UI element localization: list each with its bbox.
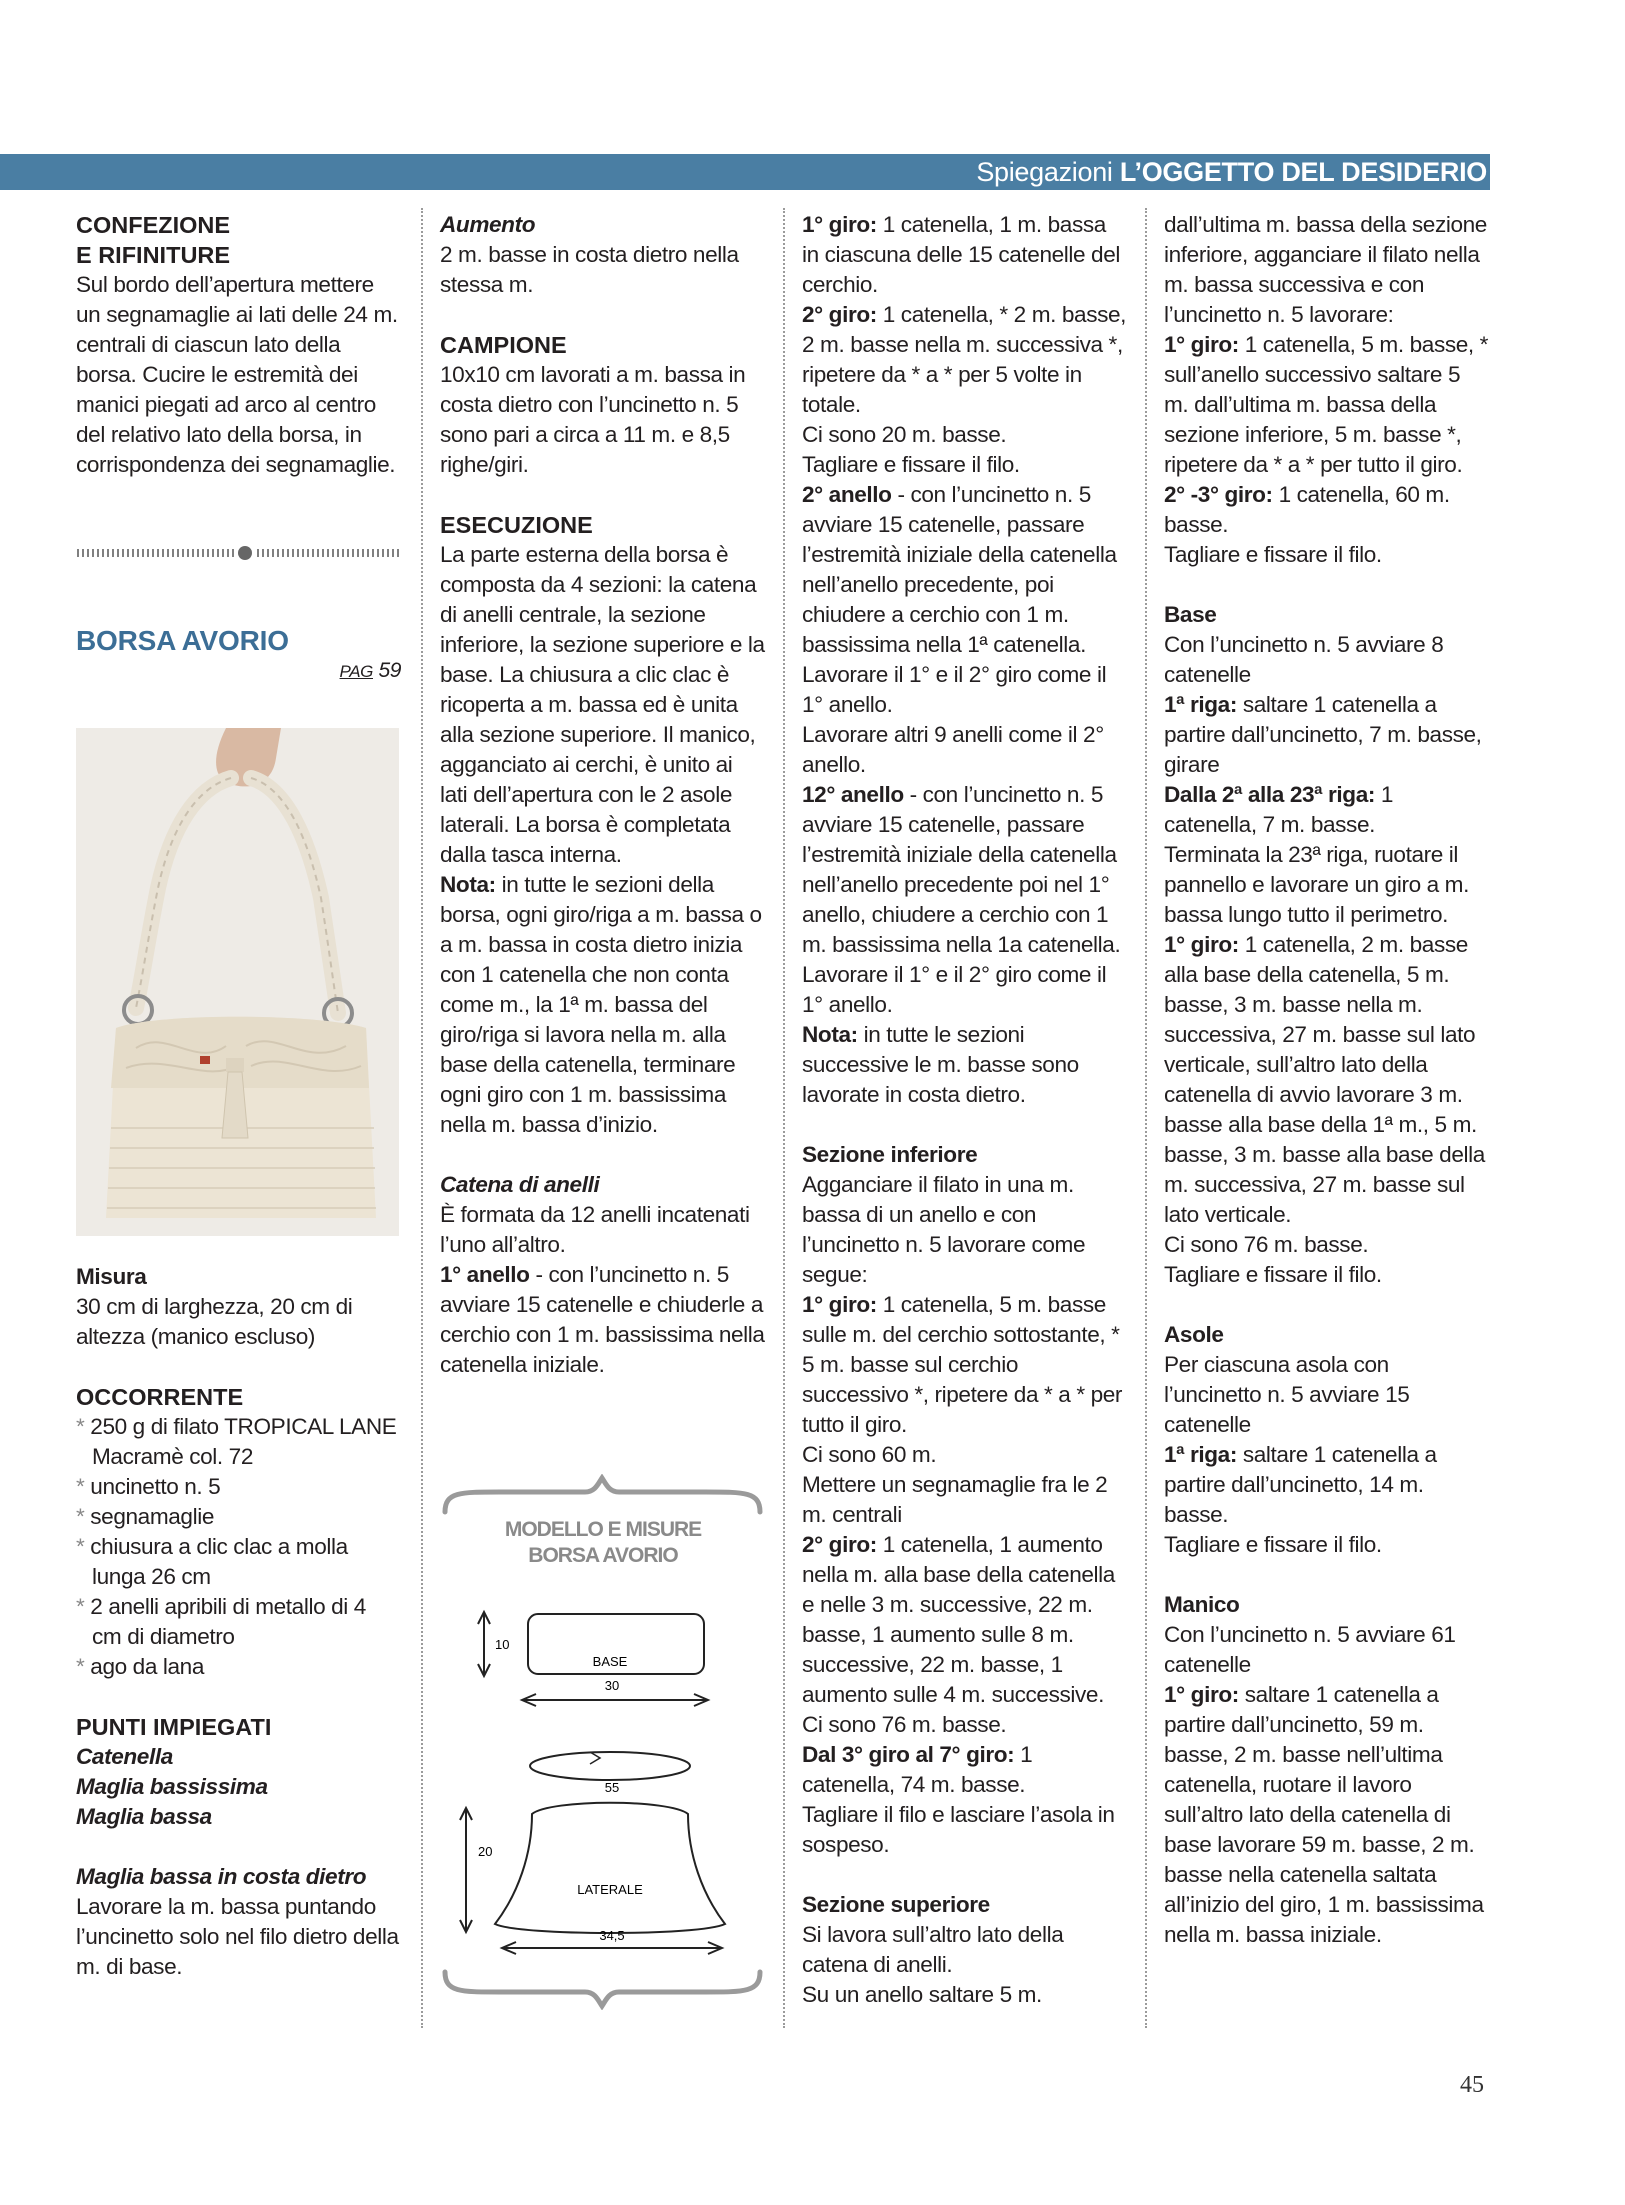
base-r1-paragraph: 1ª riga: saltare 1 catenella a partire dall’uncinetto, 7 m. basse, girare — [1164, 692, 1482, 777]
bag-photo — [76, 728, 399, 1236]
inf-g3-cut: Tagliare il filo e lasciare l’asola in sospeso. — [802, 1802, 1115, 1857]
bag-illustration — [76, 728, 399, 1236]
base-r2-paragraph: Dalla 2ª alla 23ª riga: 1 catenella, 7 m. basse. — [1164, 782, 1394, 837]
campione-heading: CAMPIONE — [440, 332, 567, 358]
occorrente-item: * 2 anelli apribili di metallo di 4 cm di diametro — [76, 1594, 366, 1649]
diagram-title-2: BORSA AVORIO — [528, 1544, 678, 1567]
aumento-heading: Aumento — [440, 212, 536, 237]
occorrente-item: * segnamaglie — [76, 1504, 214, 1529]
esecuzione-heading: ESECUZIONE — [440, 512, 593, 538]
heading-confezione: CONFEZIONE — [76, 212, 231, 238]
diagram-title-1: MODELLO E MISURE — [504, 1518, 702, 1541]
section-divider — [76, 546, 401, 560]
g2-note: Ci sono 20 m. basse. — [802, 422, 1007, 447]
punti-heading: PUNTI IMPIEGATI — [76, 1714, 272, 1740]
inf-g3-paragraph: Dal 3° giro al 7° giro: 1 catenella, 74 m. basse. — [802, 1742, 1033, 1797]
sup-g23-cut: Tagliare e fissare il filo. — [1164, 542, 1382, 567]
anello12-work: Lavorare il 1° e il 2° giro come il 1° anello. — [802, 962, 1107, 1017]
inferiore-text: Agganciare il filato in una m. bassa di un anello e con l’uncinetto n. 5 lavorare come segue: — [802, 1172, 1086, 1287]
occorrente-item: * uncinetto n. 5 — [76, 1474, 221, 1499]
punto-item: Maglia bassissima — [76, 1774, 268, 1799]
occorrente-item: * ago da lana — [76, 1654, 204, 1679]
pag-label: PAG — [339, 662, 373, 681]
sup-g23-paragraph: 2° -3° giro: 1 catenella, 60 m. basse. — [1164, 482, 1450, 537]
bottom-width-label: 34,5 — [599, 1928, 625, 1943]
column-2 — [440, 210, 765, 1380]
header-article-title: L’OGGETTO DEL DESIDERIO — [1119, 157, 1487, 187]
heading-rifiniture: E RIFINITURE — [76, 242, 231, 268]
base-g1-note: Ci sono 76 m. basse. — [1164, 1232, 1369, 1257]
inf-g1-paragraph: 1° giro: 1 catenella, 5 m. basse sulle m. del cerchio sottostante, * 5 m. basse sul cerchio successivo *, ripetere da * a * per tutto il giro. — [802, 1292, 1123, 1437]
g2-cut: Tagliare e fissare il filo. — [802, 452, 1020, 477]
column-divider — [1145, 208, 1147, 2028]
asole-r1-cut: Tagliare e fissare il filo. — [1164, 1532, 1382, 1557]
occorrente-item: * 250 g di filato TROPICAL LANE Macramè col. 72 — [76, 1414, 397, 1469]
anello9-work: Lavorare altri 9 anelli come il 2° anello. — [802, 722, 1104, 777]
superiore-heading: Sezione superiore — [802, 1892, 990, 1917]
catena-text: È formata da 12 anelli incatenati l’uno all’altro. — [440, 1202, 750, 1257]
campione-text: 10x10 cm lavorati a m. bassa in costa dietro con l’uncinetto n. 5 sono pari a circa a 11 m. e 8,5 righe/giri. — [440, 362, 746, 477]
column-divider — [783, 208, 785, 2028]
borsa-title-block — [76, 626, 401, 687]
base-g1-cut: Tagliare e fissare il filo. — [1164, 1262, 1382, 1287]
column-1-lower — [76, 1262, 401, 1982]
base-heading: Base — [1164, 602, 1217, 627]
misura-heading: Misura — [76, 1264, 147, 1289]
anello2-work: Lavorare il 1° e il 2° giro come il 1° anello. — [802, 662, 1107, 717]
top-width-label: 55 — [604, 1780, 620, 1795]
punto-item: Catenella — [76, 1744, 173, 1769]
column-divider — [421, 208, 423, 2028]
punto-item: Maglia bassa — [76, 1804, 212, 1829]
confezione-text: Sul bordo dell’apertura mettere un segnamaglie ai lati delle 24 m. centrali di ciascun lato della borsa. Cucire le estremità dei manici piegati ad arco al centro del relativo lato della borsa, in corrispondenza dei segnamaglie. — [76, 272, 398, 477]
g2-paragraph: 2° giro: 1 catenella, * 2 m. basse, 2 m. basse nella m. successiva *, ripetere da * a * per 5 volte in totale. — [802, 302, 1127, 417]
asole-text: Per ciascuna asola con l’uncinetto n. 5 avviare 15 catenelle — [1164, 1352, 1410, 1437]
base-r23-text: Terminata la 23ª riga, ruotare il pannello e lavorare un giro a m. bassa lungo tutto il perimetro. — [1164, 842, 1469, 927]
base-height-label: 10 — [495, 1637, 510, 1652]
misura-text: 30 cm di larghezza, 20 cm di altezza (manico escluso) — [76, 1294, 353, 1349]
base-g1-paragraph: 1° giro: 1 catenella, 2 m. basse alla base della catenella, 5 m. basse, 3 m. basse nella m. successiva, 27 m. basse sul lato verticale, sull’altro lato della catenella di avvio lavorare 3 m. basse alla base della 1ª m., 5 m. basse, 3 m. basse alla base della m. successiva, 27 m. basse sul lato verticale. — [1164, 932, 1485, 1227]
pattern-diagram — [440, 1474, 765, 2010]
anello1-paragraph: 1° anello - con l’uncinetto n. 5 avviare 15 catenelle e chiuderle a cerchio con 1 m. bassissima nella catenella iniziale. — [440, 1262, 765, 1377]
g1-paragraph: 1° giro: 1 catenella, 1 m. bassa in ciascuna delle 15 catenelle del cerchio. — [802, 212, 1121, 297]
column-1 — [76, 210, 401, 480]
nota-paragraph: Nota: in tutte le sezioni della borsa, ogni giro/riga a m. bassa o a m. bassa in costa dietro inizia con 1 catenella che non conta come m., la 1ª m. bassa del giro/riga si lavora nella m. alla base della catenella, terminare ogni giro con 1 m. bassissima nella m. bassa d’inizio. — [440, 872, 762, 1137]
anello2-paragraph: 2° anello - con l’uncinetto n. 5 avviare 15 catenelle, passare l’estremità iniziale della catenella nell’anello precedente, poi chiudere a cerchio con 1 m. bassissima nella 1ª catenella. — [802, 482, 1117, 657]
superiore-text: Si lavora sull’altro lato della catena di anelli. — [802, 1922, 1064, 1977]
column-3 — [802, 210, 1127, 2010]
side-height-label: 20 — [478, 1844, 493, 1859]
asole-r1-paragraph: 1ª riga: saltare 1 catenella a partire dall’uncinetto, 14 m. basse. — [1164, 1442, 1437, 1527]
inf-g2-paragraph: 2° giro: 1 catenella, 1 aumento nella m. alla base della catenella e nelle 3 m. successive, 22 m. basse, 1 aumento sulle 8 m. successive, 22 m. basse, 1 aumento sulle 4 m. successive. — [802, 1532, 1115, 1707]
sup-g1-paragraph: 1° giro: 1 catenella, 5 m. basse, * sull’anello successivo saltare 5 m. dall’ultima m. bassa della sezione inferiore, 5 m. basse *, ripetere da * a * per tutto il giro. — [1164, 332, 1489, 477]
page-number: 45 — [1460, 2072, 1484, 2098]
borsa-title: BORSA AVORIO — [76, 625, 289, 656]
occorrente-item: * chiusura a clic clac a molla lunga 26 cm — [76, 1534, 348, 1589]
base-width-label: 30 — [604, 1678, 620, 1693]
inf-g1-marker: Mettere un segnamaglie fra le 2 m. centrali — [802, 1472, 1108, 1527]
occorrente-heading: OCCORRENTE — [76, 1384, 244, 1410]
manico-g1-paragraph: 1° giro: saltare 1 catenella a partire dall’uncinetto, 59 m. basse, 2 m. basse nell’ultima catenella, ruotare il lavoro sull’altro lato della catenella di base lavorare 59 m. basse, 2 m. basse nella catenella saltata all’inizio del giro, 1 m. bassissima nella m. bassa iniziale. — [1164, 1682, 1484, 1947]
page-reference — [76, 656, 401, 687]
pag-number: 59 — [378, 659, 401, 682]
header-section: Spiegazioni — [976, 157, 1113, 187]
side-label: LATERALE — [577, 1882, 643, 1897]
sup-continue-text: dall’ultima m. bassa della sezione inferiore, agganciare il filato nella m. bassa successiva e con l’uncinetto n. 5 lavorare: — [1164, 212, 1487, 327]
asole-heading: Asole — [1164, 1322, 1224, 1347]
esecuzione-text: La parte esterna della borsa è composta da 4 sezioni: la catena di anelli centrale, la sezione inferiore, la sezione superiore e la base. La chiusura a clic clac è ricoperta a m. bassa ed è unita alla sezione superiore. Il manico, agganciato ai cerchi, è unito ai lati dell’apertura con le 2 asole laterali. La borsa è completata dalla tasca interna. — [440, 542, 765, 867]
inf-g2-note: Ci sono 76 m. basse. — [802, 1712, 1007, 1737]
inf-g1-note: Ci sono 60 m. — [802, 1442, 937, 1467]
mbcd-text: Lavorare la m. bassa puntando l’uncinetto solo nel filo dietro della m. di base. — [76, 1894, 399, 1979]
nota2-paragraph: Nota: in tutte le sezioni successive le m. basse sono lavorate in costa dietro. — [802, 1022, 1079, 1107]
base-text: Con l’uncinetto n. 5 avviare 8 catenelle — [1164, 632, 1444, 687]
catena-heading: Catena di anelli — [440, 1172, 600, 1197]
aumento-text: 2 m. basse in costa dietro nella stessa m. — [440, 242, 739, 297]
anello12-paragraph: 12° anello - con l’uncinetto n. 5 avviare 15 catenelle, passare l’estremità iniziale della catenella nell’anello precedente poi nel 1° anello, chiudere a cerchio con 1 m. bassissima nella 1a catenella. — [802, 782, 1121, 957]
mbcd-heading: Maglia bassa in costa dietro — [76, 1864, 367, 1889]
header-title — [976, 154, 1487, 190]
inferiore-heading: Sezione inferiore — [802, 1142, 978, 1167]
column-4 — [1164, 210, 1489, 1950]
superiore-text-2: Su un anello saltare 5 m. — [802, 1982, 1042, 2007]
base-label: BASE — [592, 1654, 628, 1669]
manico-heading: Manico — [1164, 1592, 1240, 1617]
manico-text: Con l’uncinetto n. 5 avviare 61 catenelle — [1164, 1622, 1456, 1677]
